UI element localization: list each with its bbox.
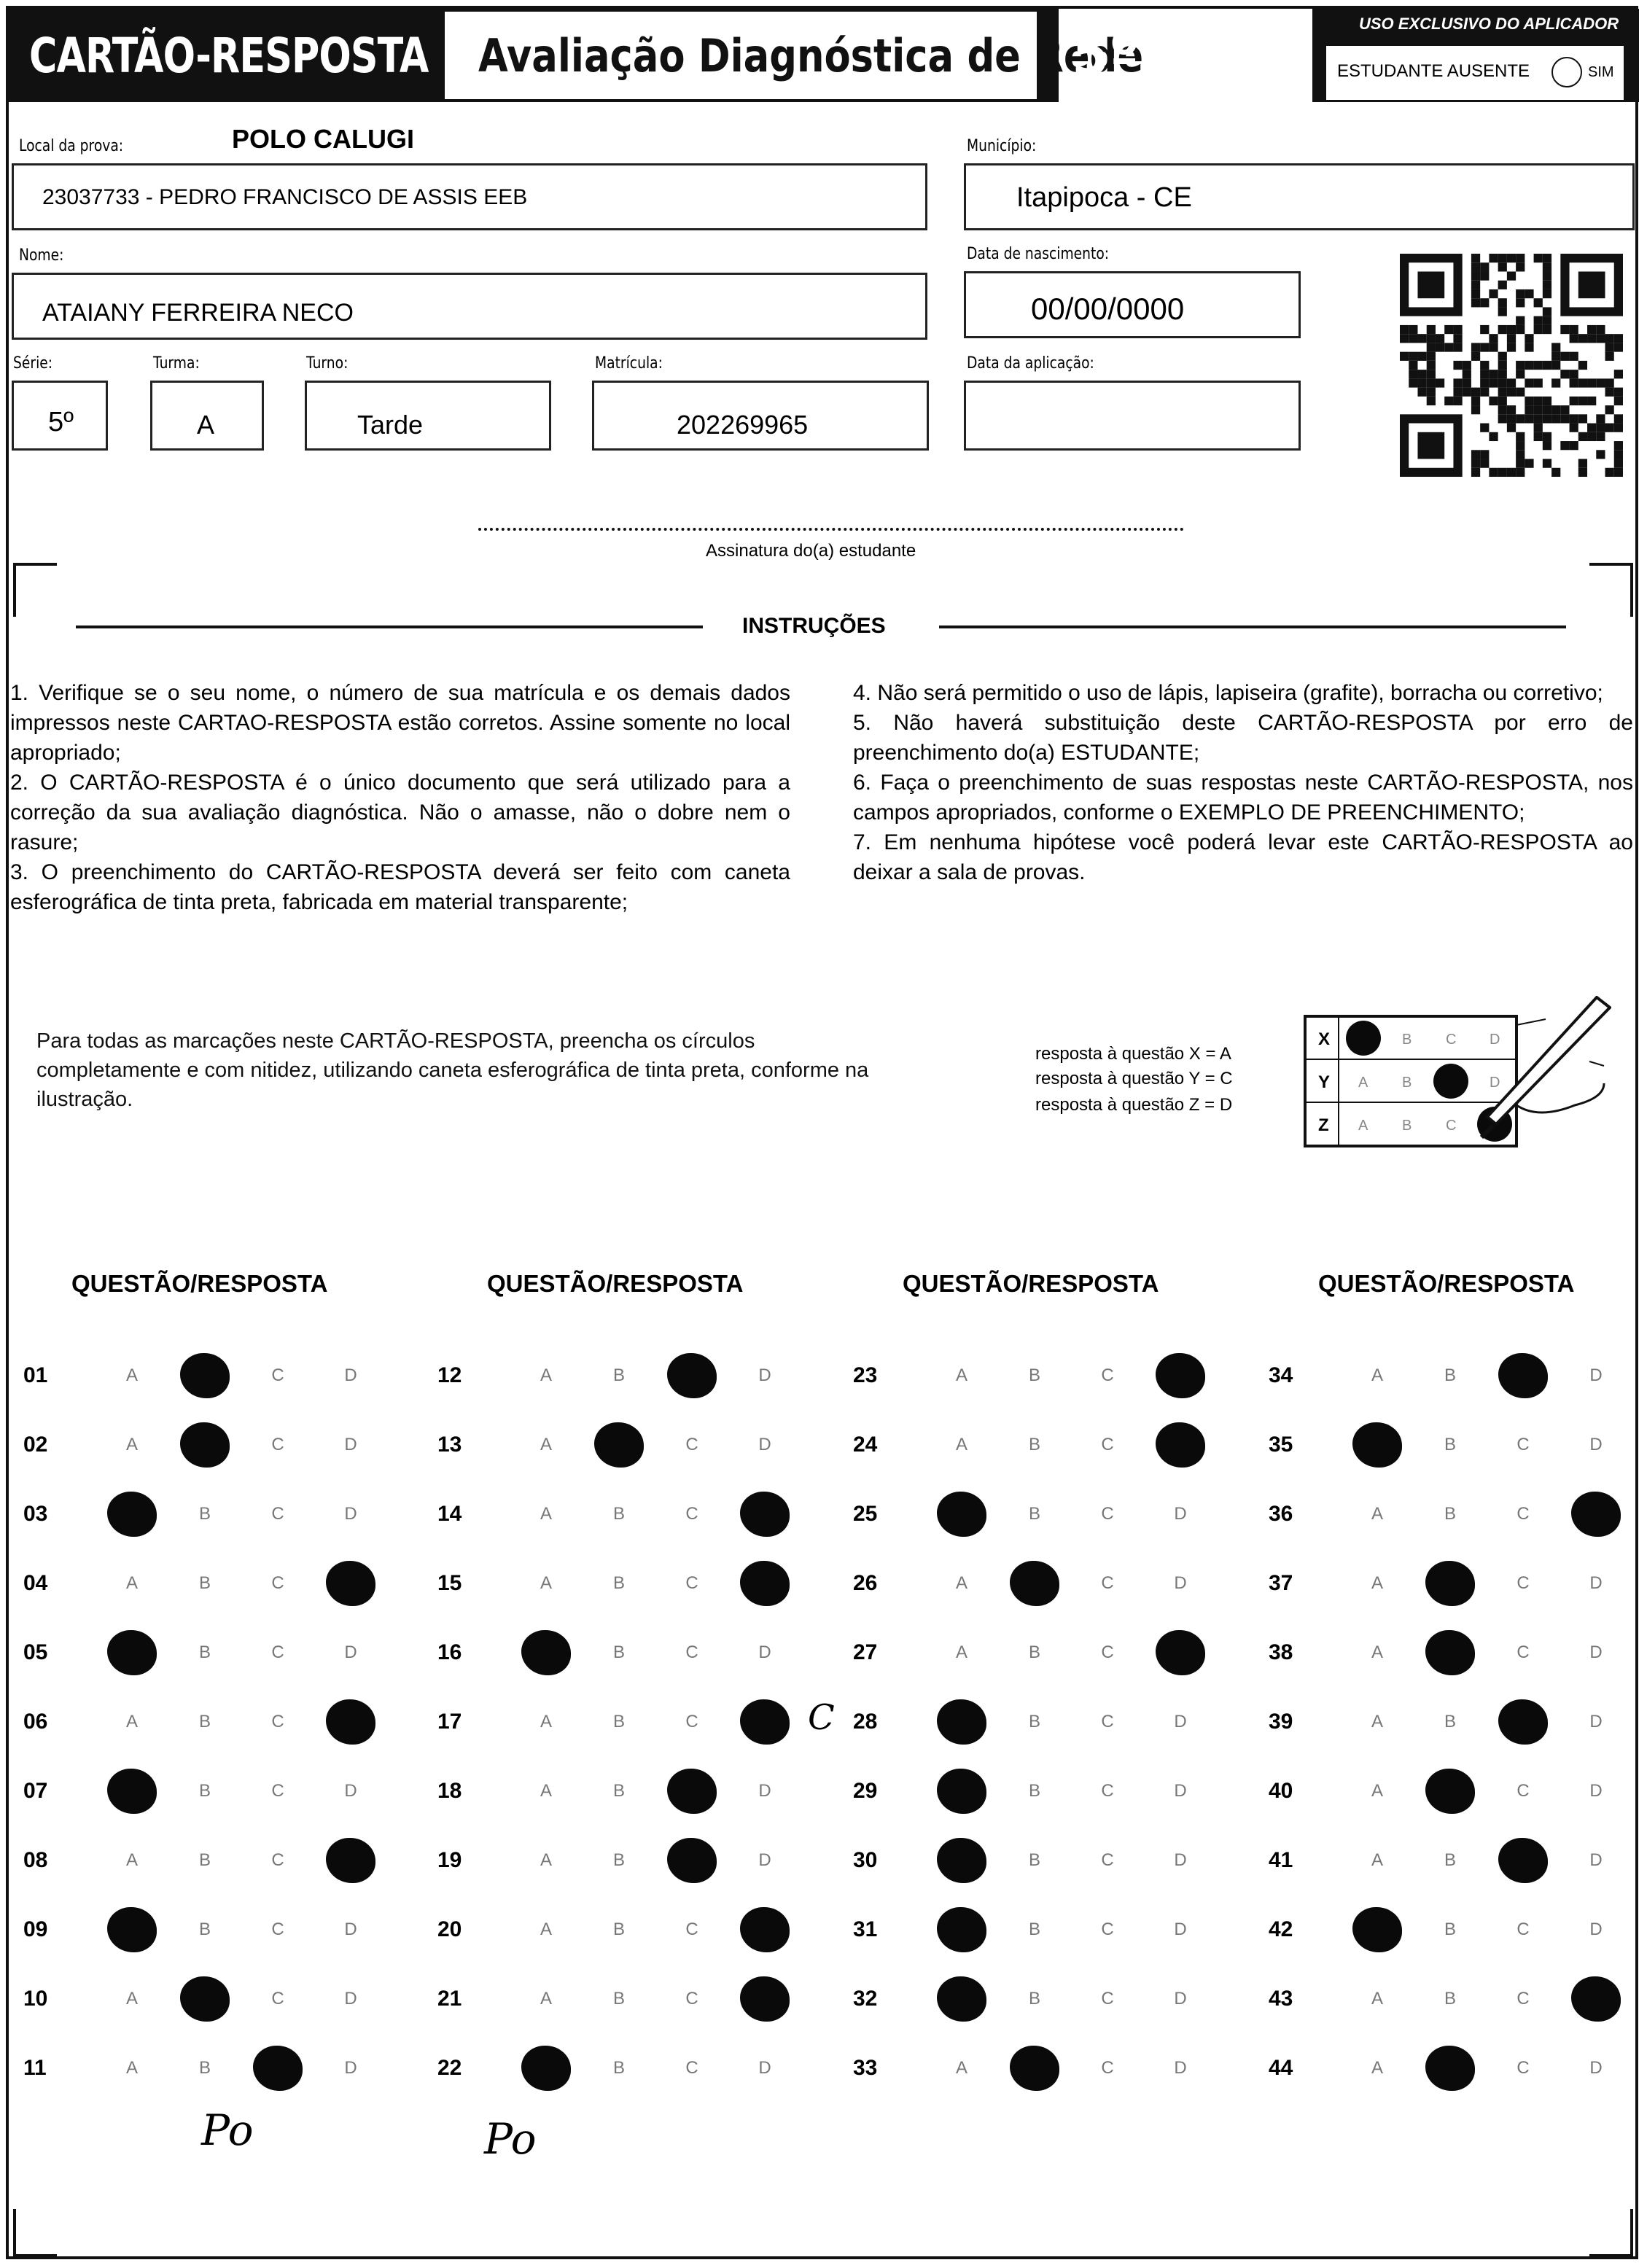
answer-bubble-c[interactable]: C <box>1101 1642 1114 1662</box>
answer-bubble-c[interactable]: C <box>1101 1365 1114 1385</box>
question-number: 15 <box>437 1571 462 1595</box>
answer-bubble-c[interactable]: C <box>1101 1504 1114 1524</box>
question-number: 03 <box>23 1502 48 1526</box>
handwritten-note-1: Po <box>201 2105 254 2155</box>
answer-bubble-b[interactable]: B <box>1444 1435 1456 1454</box>
corner-mark-top-right <box>1589 563 1633 617</box>
answer-bubble-a[interactable]: A <box>125 1435 138 1454</box>
answer-bubble-d[interactable]: D <box>1589 1642 1603 1662</box>
answer-bubble-c[interactable]: C <box>271 1365 284 1385</box>
answer-bubble-c[interactable]: C <box>1498 1838 1548 1883</box>
answer-bubble-a[interactable]: A <box>937 1907 986 1952</box>
question-number: 13 <box>437 1433 462 1457</box>
question-number: 20 <box>437 1917 462 1941</box>
answer-bubble-d[interactable]: D <box>326 1699 375 1745</box>
answer-bubble-a[interactable]: A <box>955 1642 967 1662</box>
answer-bubble-d[interactable]: D <box>1174 1920 1187 1939</box>
answer-bubble-b[interactable]: B <box>1425 1561 1475 1606</box>
answer-bubble-c[interactable]: C <box>667 1353 717 1398</box>
answer-bubble-c[interactable]: C <box>685 2058 698 2078</box>
example-bubble-filled <box>1433 1064 1468 1099</box>
question-number: 16 <box>437 1640 462 1664</box>
answer-bubble-d[interactable]: D <box>344 1989 357 2008</box>
answer-bubble-b[interactable]: B <box>1425 1630 1475 1675</box>
answer-bubble-c[interactable]: C <box>1516 1504 1530 1524</box>
answer-bubble-d[interactable]: D <box>344 1781 357 1801</box>
instruction-1: 1. Verifique se o seu nome, o número de sua matrícula e os demais dados impressos neste CARTAO-RESPOSTA estão corretos. Assine somente no local apropriado; <box>10 681 790 765</box>
turno-label: Turno: <box>306 354 349 373</box>
fill-instructions: Para todas as marcações neste CARTÃO-RESPOSTA, preencha os círculos completamente e com nitidez, utilizando caneta esferográfica de tinta preta, conforme na ilustração. <box>36 1029 869 1111</box>
answer-bubble-b[interactable]: B <box>198 1920 211 1939</box>
answer-bubble-a[interactable]: A <box>107 1769 157 1814</box>
serie-label: Série: <box>13 354 53 373</box>
answer-bubble-b[interactable]: B <box>180 1353 230 1398</box>
answer-bubble-c[interactable]: C <box>1101 1781 1114 1801</box>
question-number: 04 <box>23 1571 48 1595</box>
question-number: 33 <box>853 2056 878 2080</box>
answer-bubble-c[interactable]: C <box>1516 2058 1530 2078</box>
answer-bubble-d[interactable]: D <box>758 1642 771 1662</box>
question-number: 08 <box>23 1848 48 1872</box>
question-number: 30 <box>853 1848 878 1872</box>
answer-bubble-d[interactable]: D <box>344 1435 357 1454</box>
instruction-5: 5. Não haverá substituição deste CARTÃO-RESPOSTA por erro de preenchimento do(a) ESTUDANTE; <box>853 711 1633 765</box>
answer-bubble-b[interactable]: B <box>1028 1435 1040 1454</box>
nascimento-label: Data de nascimento: <box>967 245 1110 263</box>
instruction-4: 4. Não será permitido o uso de lápis, lapiseira (grafite), borracha ou corretivo; <box>853 681 1603 705</box>
example-bubble-letter: D <box>1490 1032 1500 1048</box>
answer-bubble-d[interactable]: D <box>1174 1712 1187 1731</box>
example-line-x: resposta à questão X = A <box>1035 1044 1231 1064</box>
signature-line <box>478 528 1184 531</box>
signature-label: Assinatura do(a) estudante <box>706 541 916 561</box>
answer-bubble-a[interactable]: A <box>1371 1642 1383 1662</box>
instruction-2: 2. O CARTÃO-RESPOSTA é o único documento que será utilizado para a correção da sua avaliação diagnóstica. Não o amasse, não o dobre nem o rasure; <box>10 771 790 854</box>
local-value: 23037733 - PEDRO FRANCISCO DE ASSIS EEB <box>42 185 528 209</box>
answer-bubble-b[interactable]: B <box>1010 1561 1059 1606</box>
question-number: 06 <box>23 1710 48 1734</box>
column-header: QUESTÃO/RESPOSTA <box>903 1270 1159 1297</box>
question-number: 22 <box>437 2056 462 2080</box>
answer-bubble-d[interactable]: D <box>1589 1435 1603 1454</box>
answer-bubble-d[interactable]: D <box>1174 1989 1187 2008</box>
answer-bubble-c[interactable]: C <box>1101 1435 1114 1454</box>
answer-bubble-d[interactable]: D <box>1589 1573 1603 1593</box>
answer-bubble-d[interactable]: D <box>1589 2058 1603 2078</box>
question-number: 10 <box>23 1987 48 2011</box>
question-number: 35 <box>1269 1433 1293 1457</box>
answer-bubble-d[interactable]: D <box>758 2058 771 2078</box>
answer-bubble-b[interactable]: B <box>1425 2046 1475 2091</box>
question-number: 28 <box>853 1710 878 1734</box>
turno-value: Tarde <box>357 410 424 440</box>
answer-bubble-b[interactable]: B <box>1028 1920 1040 1939</box>
answer-bubble-b[interactable]: B <box>198 2058 211 2078</box>
question-number: 32 <box>853 1987 878 2011</box>
question-number: 25 <box>853 1502 878 1526</box>
grade-year: 5º ANO <box>1072 20 1291 90</box>
matricula-label: Matrícula: <box>595 354 663 373</box>
aplicacao-box <box>964 381 1301 451</box>
answer-bubble-b[interactable]: B <box>198 1573 211 1593</box>
answer-bubble-d[interactable]: D <box>758 1365 771 1385</box>
example-bubble-letter: A <box>1358 1075 1368 1091</box>
question-number: 43 <box>1269 1987 1293 2011</box>
answer-bubble-b[interactable]: B <box>594 1422 644 1468</box>
answer-bubble-b[interactable]: B <box>1028 1365 1040 1385</box>
serie-value: 5º <box>48 407 74 437</box>
example-line-y: resposta à questão Y = C <box>1035 1069 1233 1088</box>
answer-bubble-c[interactable]: C <box>1101 1573 1114 1593</box>
answer-bubble-d[interactable]: D <box>1589 1850 1603 1870</box>
answer-bubble-b[interactable]: B <box>1444 1920 1456 1939</box>
answer-bubble-a[interactable]: A <box>937 1769 986 1814</box>
answer-bubble-b[interactable]: B <box>612 1365 625 1385</box>
answer-bubble-b[interactable]: B <box>612 1573 625 1593</box>
answer-bubble-d[interactable]: D <box>758 1435 771 1454</box>
example-bubble-letter: C <box>1446 1032 1457 1048</box>
answer-bubble-b[interactable]: B <box>198 1850 211 1870</box>
answer-bubble-d[interactable]: D <box>740 1561 790 1606</box>
answer-bubble-d[interactable]: D <box>1156 1422 1205 1468</box>
answer-bubble-a[interactable]: A <box>540 1850 552 1870</box>
answer-bubble-d[interactable]: D <box>1174 1504 1187 1524</box>
answer-bubble-b[interactable]: B <box>180 1976 230 2022</box>
example-row-label: Z <box>1318 1115 1329 1135</box>
answer-bubble-b[interactable]: B <box>612 1642 625 1662</box>
question-number: 01 <box>23 1363 48 1387</box>
answer-bubble-c[interactable]: C <box>271 1850 284 1870</box>
answer-bubble-c[interactable]: C <box>1516 1920 1530 1939</box>
answer-bubble-c[interactable]: C <box>1101 1850 1114 1870</box>
answer-bubble-d[interactable]: D <box>326 1838 375 1883</box>
answer-bubble-b[interactable]: B <box>612 1504 625 1524</box>
question-number: 09 <box>23 1917 48 1941</box>
answer-bubble-a[interactable]: A <box>125 1989 138 2008</box>
answer-bubble-a[interactable]: A <box>125 2058 138 2078</box>
answer-bubble-a[interactable]: A <box>107 1492 157 1537</box>
answer-bubble-c[interactable]: C <box>667 1769 717 1814</box>
question-number: 44 <box>1269 2056 1293 2080</box>
turma-label: Turma: <box>153 354 200 373</box>
answer-bubble-d[interactable]: D <box>740 1492 790 1537</box>
question-number: 05 <box>23 1640 48 1664</box>
answer-bubble-a[interactable]: A <box>540 1504 552 1524</box>
handwritten-note-2: Po <box>484 2114 537 2164</box>
answer-bubble-c[interactable]: C <box>685 1435 698 1454</box>
answer-bubble-b[interactable]: B <box>612 1850 625 1870</box>
answer-bubble-c[interactable]: C <box>271 1712 284 1731</box>
corner-mark-top-left <box>13 563 57 617</box>
answer-bubble-d[interactable]: D <box>1156 1630 1205 1675</box>
answer-bubble-b[interactable]: B <box>1010 2046 1059 2091</box>
question-number: 40 <box>1269 1779 1293 1803</box>
answer-bubble-a[interactable]: A <box>540 1989 552 2008</box>
question-number: 07 <box>23 1779 48 1803</box>
qr-code-icon <box>1400 254 1623 477</box>
answer-bubble-d[interactable]: D <box>344 1642 357 1662</box>
instruction-7: 7. Em nenhuma hipótese você poderá levar este CARTÃO-RESPOSTA ao deixar a sala de provas. <box>853 830 1633 884</box>
answer-bubble-d[interactable]: D <box>1589 1365 1603 1385</box>
question-number: 12 <box>437 1363 462 1387</box>
example-line-z: resposta à questão Z = D <box>1035 1095 1233 1115</box>
answer-bubble-b[interactable]: B <box>180 1422 230 1468</box>
answer-bubble-c[interactable]: C <box>685 1712 698 1731</box>
example-bubble-letter: C <box>1446 1118 1457 1134</box>
answer-bubble-b[interactable]: B <box>1444 1850 1456 1870</box>
corner-mark-bottom-left <box>13 2209 57 2257</box>
answer-bubble-d[interactable]: D <box>1571 1976 1621 2022</box>
answer-bubble-a[interactable]: A <box>540 1573 552 1593</box>
municipio-label: Município: <box>967 137 1037 155</box>
question-number: 14 <box>437 1502 462 1526</box>
answer-bubble-a[interactable]: A <box>107 1907 157 1952</box>
question-number: 29 <box>853 1779 878 1803</box>
example-illustration <box>1298 996 1611 1156</box>
answer-bubble-c[interactable]: C <box>271 1504 284 1524</box>
question-number: 37 <box>1269 1571 1293 1595</box>
answer-bubble-d[interactable]: D <box>1174 1573 1187 1593</box>
answer-bubble-d[interactable]: D <box>326 1561 375 1606</box>
answer-bubble-c[interactable]: C <box>685 1989 698 2008</box>
answer-bubble-d[interactable]: D <box>1589 1781 1603 1801</box>
answer-bubble-c[interactable]: C <box>667 1838 717 1883</box>
answer-bubble-b[interactable]: B <box>1444 1989 1456 2008</box>
nascimento-value: 00/00/0000 <box>1031 292 1185 326</box>
answer-bubble-d[interactable]: D <box>740 1907 790 1952</box>
example-bubble-letter: D <box>1490 1075 1500 1091</box>
answer-bubble-a[interactable]: A <box>1371 1712 1383 1731</box>
question-number: 23 <box>853 1363 878 1387</box>
answer-bubble-b[interactable]: B <box>1028 1642 1040 1662</box>
answer-bubble-b[interactable]: B <box>612 1781 625 1801</box>
answer-bubble-c[interactable]: C <box>685 1920 698 1939</box>
answer-bubble-a[interactable]: A <box>125 1365 138 1385</box>
answer-bubble-b[interactable]: B <box>1028 1712 1040 1731</box>
question-number: 38 <box>1269 1640 1293 1664</box>
example-bubble-letter: A <box>1358 1118 1368 1134</box>
answer-bubble-c[interactable]: C <box>1516 1435 1530 1454</box>
answer-bubble-d[interactable]: D <box>1571 1492 1621 1537</box>
answer-bubble-b[interactable]: B <box>1444 1712 1456 1731</box>
answer-bubble-d[interactable]: D <box>344 1504 357 1524</box>
answer-bubble-a[interactable]: A <box>937 1838 986 1883</box>
answer-bubble-c[interactable]: C <box>271 1435 284 1454</box>
example-bubble-letter: B <box>1402 1075 1412 1091</box>
answer-bubble-c[interactable]: C <box>685 1642 698 1662</box>
instructions-rule-left <box>76 626 703 628</box>
answer-bubble-d[interactable]: D <box>344 2058 357 2078</box>
instruction-6: 6. Faça o preenchimento de suas respostas neste CARTÃO-RESPOSTA, nos campos apropriados, conforme o EXEMPLO DE PREENCHIMENTO; <box>853 771 1633 825</box>
answer-bubble-a[interactable]: A <box>955 1435 967 1454</box>
card-title: CARTÃO-RESPOSTA <box>29 28 429 84</box>
answer-bubble-a[interactable]: A <box>937 1976 986 2022</box>
answer-bubble-d[interactable]: D <box>1589 1712 1603 1731</box>
question-number: 02 <box>23 1433 48 1457</box>
answer-bubble-c[interactable]: C <box>1101 2058 1114 2078</box>
answer-bubble-a[interactable]: A <box>937 1492 986 1537</box>
answer-bubble-b[interactable]: B <box>1028 1989 1040 2008</box>
answer-bubble-c[interactable]: C <box>271 1573 284 1593</box>
answer-bubble-b[interactable]: B <box>198 1712 211 1731</box>
nome-label: Nome: <box>19 246 64 265</box>
answer-bubble-d[interactable]: D <box>1174 2058 1187 2078</box>
answer-bubble-a[interactable]: A <box>521 2046 571 2091</box>
question-number: 26 <box>853 1571 878 1595</box>
instructions-title: INSTRUÇÕES <box>742 614 886 638</box>
answer-bubble-b[interactable]: B <box>612 1920 625 1939</box>
instruction-3: 3. O preenchimento do CARTÃO-RESPOSTA deverá ser feito com caneta esferográfica de tinta preta, fabricada em material transparente; <box>10 860 790 914</box>
answer-bubble-c[interactable]: C <box>271 1781 284 1801</box>
answer-bubble-c[interactable]: C <box>685 1504 698 1524</box>
answer-bubble-a[interactable]: A <box>540 1920 552 1939</box>
question-number: 24 <box>853 1433 878 1457</box>
answer-bubble-d[interactable]: D <box>1156 1353 1205 1398</box>
corner-mark-bottom-right <box>1589 2209 1633 2257</box>
absent-bubble[interactable] <box>1551 57 1582 87</box>
answer-bubble-a[interactable]: A <box>1371 1504 1383 1524</box>
turma-value: A <box>197 410 215 440</box>
answer-bubble-a[interactable]: A <box>540 1781 552 1801</box>
column-header: QUESTÃO/RESPOSTA <box>1318 1270 1575 1297</box>
answer-bubble-a[interactable]: A <box>521 1630 571 1675</box>
instructions-right-column <box>853 678 1633 887</box>
answer-bubble-a[interactable]: A <box>1352 1907 1402 1952</box>
aplicacao-label: Data da aplicação: <box>967 354 1094 373</box>
answer-bubble-d[interactable]: D <box>1589 1920 1603 1939</box>
answer-bubble-a[interactable]: A <box>937 1699 986 1745</box>
answer-bubble-b[interactable]: B <box>1444 1365 1456 1385</box>
answer-bubble-a[interactable]: A <box>1352 1422 1402 1468</box>
answer-bubble-b[interactable]: B <box>612 1712 625 1731</box>
answer-bubble-c[interactable]: C <box>1498 1353 1548 1398</box>
answer-bubble-b[interactable]: B <box>1444 1504 1456 1524</box>
answer-bubble-a[interactable]: A <box>125 1712 138 1731</box>
answer-bubble-a[interactable]: A <box>1371 1573 1383 1593</box>
absent-option: SIM <box>1588 64 1614 80</box>
municipio-value: Itapipoca - CE <box>1016 182 1192 213</box>
answer-bubble-c[interactable]: C <box>1516 1989 1530 2008</box>
instructions-left-column <box>10 678 790 917</box>
applicator-title: USO EXCLUSIVO DO APLICADOR <box>1359 15 1619 33</box>
answer-bubble-d[interactable]: D <box>740 1699 790 1745</box>
example-bubble-letter: B <box>1402 1032 1412 1048</box>
answer-bubble-c[interactable]: C <box>1101 1712 1114 1731</box>
answer-bubble-a[interactable]: A <box>1371 2058 1383 2078</box>
question-number: 36 <box>1269 1502 1293 1526</box>
question-number: 18 <box>437 1779 462 1803</box>
example-bubble-filled <box>1346 1021 1381 1056</box>
question-number: 31 <box>853 1917 878 1941</box>
question-number: 17 <box>437 1710 462 1734</box>
question-number: 42 <box>1269 1917 1293 1941</box>
answer-bubble-a[interactable]: A <box>1371 1850 1383 1870</box>
answer-bubble-a[interactable]: A <box>1371 1989 1383 2008</box>
answer-bubble-c[interactable]: C <box>271 1642 284 1662</box>
answer-bubble-a[interactable]: A <box>125 1850 138 1870</box>
answer-bubble-a[interactable]: A <box>955 1573 967 1593</box>
answer-bubble-b[interactable]: B <box>1425 1769 1475 1814</box>
answer-bubble-b[interactable]: B <box>1028 1781 1040 1801</box>
question-number: 21 <box>437 1987 462 2011</box>
answer-bubble-a[interactable]: A <box>1371 1781 1383 1801</box>
answer-bubble-b[interactable]: B <box>198 1781 211 1801</box>
question-number: 27 <box>853 1640 878 1664</box>
answer-bubble-b[interactable]: B <box>198 1642 211 1662</box>
answer-bubble-d[interactable]: D <box>344 1920 357 1939</box>
answer-bubble-c[interactable]: C <box>1516 1573 1530 1593</box>
answer-bubble-d[interactable]: D <box>740 1976 790 2022</box>
question-number: 11 <box>23 2056 47 2080</box>
answer-bubble-b[interactable]: B <box>198 1504 211 1524</box>
answer-bubble-d[interactable]: D <box>758 1781 771 1801</box>
answer-bubble-c[interactable]: C <box>271 1989 284 2008</box>
nome-value: ATAIANY FERREIRA NECO <box>42 299 354 327</box>
answer-bubble-c[interactable]: C <box>1101 1989 1114 2008</box>
example-row-label: X <box>1318 1029 1331 1049</box>
answer-bubble-b[interactable]: B <box>612 1989 625 2008</box>
answer-bubble-c[interactable]: C <box>253 2046 303 2091</box>
answer-bubble-c[interactable]: C <box>1516 1781 1530 1801</box>
answer-bubble-b[interactable]: B <box>612 2058 625 2078</box>
answer-bubble-b[interactable]: B <box>1028 1504 1040 1524</box>
answer-bubble-a[interactable]: A <box>107 1630 157 1675</box>
handwritten-note-3: C <box>808 1697 835 1738</box>
answer-bubble-a[interactable]: A <box>955 1365 967 1385</box>
answer-bubble-d[interactable]: D <box>1174 1781 1187 1801</box>
answer-bubble-a[interactable]: A <box>955 2058 967 2078</box>
answer-bubble-a[interactable]: A <box>540 1365 552 1385</box>
instructions-rule-right <box>939 626 1566 628</box>
local-label: Local da prova: <box>19 137 124 155</box>
column-header: QUESTÃO/RESPOSTA <box>487 1270 744 1297</box>
turno-box <box>305 381 551 451</box>
answer-bubble-b[interactable]: B <box>1028 1850 1040 1870</box>
question-number: 41 <box>1269 1848 1293 1872</box>
answer-bubble-c[interactable]: C <box>1101 1920 1114 1939</box>
answer-bubble-c[interactable]: C <box>685 1573 698 1593</box>
answer-bubble-a[interactable]: A <box>125 1573 138 1593</box>
answer-bubble-d[interactable]: D <box>344 1365 357 1385</box>
matricula-value: 202269965 <box>677 410 809 440</box>
card-subtitle: Avaliação Diagnóstica de Rede <box>478 29 1144 82</box>
answer-bubble-a[interactable]: A <box>540 1435 552 1454</box>
answer-bubble-d[interactable]: D <box>1174 1850 1187 1870</box>
answer-bubble-a[interactable]: A <box>1371 1365 1383 1385</box>
question-number: 34 <box>1269 1363 1293 1387</box>
question-number: 19 <box>437 1848 462 1872</box>
example-bubble-letter: B <box>1402 1118 1412 1134</box>
answer-bubble-a[interactable]: A <box>540 1712 552 1731</box>
local-polo: POLO CALUGI <box>232 124 414 154</box>
example-row-label: Y <box>1318 1072 1331 1092</box>
column-header: QUESTÃO/RESPOSTA <box>71 1270 328 1297</box>
absent-label: ESTUDANTE AUSENTE <box>1337 61 1530 81</box>
answer-bubble-c[interactable]: C <box>1498 1699 1548 1745</box>
answer-bubble-d[interactable]: D <box>758 1850 771 1870</box>
answer-bubble-c[interactable]: C <box>271 1920 284 1939</box>
answer-bubble-c[interactable]: C <box>1516 1642 1530 1662</box>
question-number: 39 <box>1269 1710 1293 1734</box>
